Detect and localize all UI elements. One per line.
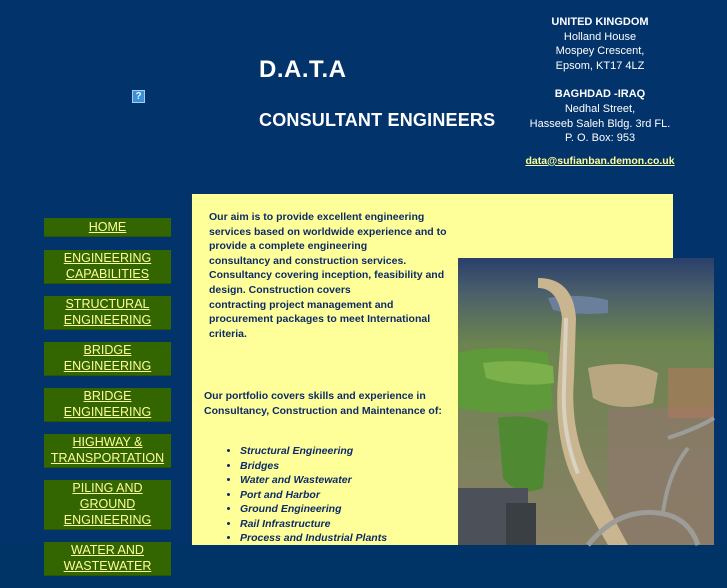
nav-bridge-engineering-2[interactable] <box>44 388 171 422</box>
aim-paragraph <box>209 210 459 341</box>
aim-line: design. Construction covers <box>209 283 351 296</box>
contact-address-block <box>520 15 680 168</box>
uk-address-line: Epsom, KT17 4LZ <box>555 59 645 72</box>
uk-heading: UNITED KINGDOM <box>551 16 649 28</box>
service-item: • Ground Engineering <box>240 502 387 517</box>
service-item: • Structural Engineering <box>240 444 387 459</box>
aim-line: Our aim is to provide excellent engineering <box>209 211 425 223</box>
aim-line: procurement packages to meet International <box>209 313 431 326</box>
aerial-photo <box>458 258 714 545</box>
aim-line: provide a complete engineering <box>209 240 368 253</box>
nav-label: HIGHWAY & <box>72 435 143 449</box>
broken-image-icon: ? <box>132 90 145 103</box>
nav-water-wastewater[interactable] <box>44 542 171 576</box>
nav-piling-ground-engineering[interactable] <box>44 480 171 530</box>
nav-label: STRUCTURAL <box>65 297 150 311</box>
nav-label: WATER AND <box>71 543 144 557</box>
nav-label: CAPABILITIES <box>65 267 150 281</box>
nav-label: HOME <box>88 220 127 234</box>
aim-line: consultancy and construction services. <box>209 254 407 267</box>
nav-highway-transportation[interactable] <box>44 434 171 468</box>
nav-label: PILING AND GROUND <box>72 481 143 511</box>
services-list <box>220 444 387 546</box>
aerial-photo-image <box>458 258 714 545</box>
uk-address-line: Holland House <box>563 30 637 43</box>
aim-line: criteria. <box>209 327 247 340</box>
nav-label: ENGINEERING <box>63 313 152 327</box>
nav-structural-engineering[interactable] <box>44 296 171 330</box>
email-link[interactable]: data@sufianban.demon.co.uk <box>525 154 675 167</box>
iraq-heading: BAGHDAD -IRAQ <box>554 88 646 101</box>
nav-label: BRIDGE <box>83 343 132 357</box>
service-item: • Water and Wastewater <box>240 473 387 488</box>
aim-line: contracting project management and <box>209 298 394 311</box>
portfolio-line: Our portfolio covers skills and experience in <box>204 390 426 402</box>
iraq-address-line: P. O. Box: 953 <box>564 132 636 145</box>
service-item: • Port and Harbor <box>240 488 387 503</box>
nav-bridge-engineering[interactable] <box>44 342 171 376</box>
nav-label: ENGINEERING <box>63 513 152 527</box>
sidebar-nav <box>44 218 171 588</box>
iraq-address-line: Nedhal Street, <box>564 102 636 115</box>
service-item: • Bridges <box>240 459 387 474</box>
portfolio-paragraph <box>204 389 464 418</box>
spacer <box>520 73 680 87</box>
nav-home[interactable] <box>44 218 171 237</box>
nav-label: BRIDGE <box>83 389 132 403</box>
nav-label: TRANSPORTATION <box>50 451 165 465</box>
nav-engineering-capabilities[interactable] <box>44 250 171 284</box>
service-item: • Rail Infrastructure <box>240 517 387 532</box>
aim-line: Consultancy covering inception, feasibility and <box>209 269 445 282</box>
company-title: D.A.T.A <box>259 56 347 83</box>
service-item: • Process and Industrial Plants <box>240 531 387 546</box>
nav-label: ENGINEERING <box>63 359 152 373</box>
iraq-address-line: Hasseeb Saleh Bldg. 3rd FL. <box>529 117 671 130</box>
aim-line: services based on worldwide experience and to <box>209 225 447 238</box>
nav-label: ENGINEERING <box>63 251 152 265</box>
nav-label: ENGINEERING <box>63 405 152 419</box>
company-subtitle: CONSULTANT ENGINEERS <box>259 110 496 130</box>
portfolio-line: Consultancy, Construction and Maintenance of: <box>204 404 442 417</box>
nav-label: WASTEWATER <box>63 559 152 573</box>
uk-address-line: Mospey Crescent, <box>555 45 645 58</box>
